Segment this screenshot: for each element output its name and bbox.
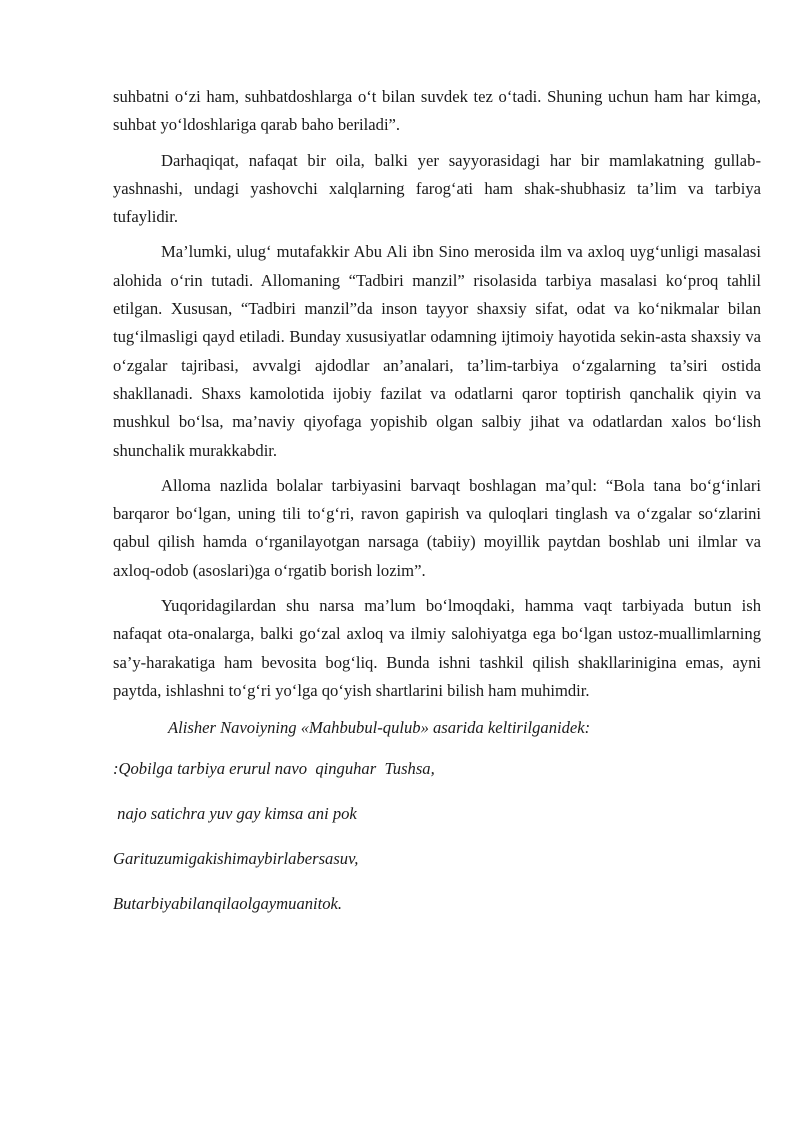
quote-intro: Alisher Navoiyning «Mahbubul-qulub» asarida keltirilganidek: — [168, 718, 591, 738]
verse-line-1: :Qobilga tarbiya erurul navo qinguhar Tushsa, — [113, 759, 435, 779]
paragraph-continuation: suhbatni o‘zi ham, suhbatdoshlarga o‘t bilan suvdek tez o‘tadi. Shuning uchun ham har kimga, suhbat yo‘ldoshlariga qarab baho beriladi”. — [113, 87, 761, 135]
verse-line-3: Garituzumigakishimaybirlabersasuv, — [113, 849, 359, 869]
verse-block — [113, 755, 761, 935]
document-page — [113, 83, 761, 935]
paragraph-ibn-sino: Ma’lumki, ulug‘ mutafakkir Abu Ali ibn Sino merosida ilm va axloq uyg‘unligi masalasi alohida o‘rin tutadi. Allomaning “Tadbiri manzil” risolasida tarbiya masalasi ko‘proq tahlil etilgan. Xususan, “Tadbiri manzil”da inson tayyor shaxsiy sifat, odat va ko‘nikmalar bilan tug‘ilmasligi qayd etiladi. Bunday xususiyatlar odamning ijtimoiy hayotida sekin-asta shaxsiy va o‘zgalar tajribasi, avvalgi ajdodlar an’analari, ta’lim-tarbiya o‘zgalarning ta’siri ostida shakllanadi. Shaxs kamolotida ijobiy fazilat va odatlarni qaror toptirish qanchalik qiyin va mushkul bo‘lsa, ma’naviy qiyofaga yopishib olgan salbiy jihat va odatlardan xalos bo‘lish shunchalik murakkabdir. — [113, 242, 761, 460]
paragraph-alloma: Alloma nazlida bolalar tarbiyasini barvaqt boshlagan ma’qul: “Bola tana bo‘g‘inlari barqaror bo‘lgan, uning tili to‘g‘ri, ravon gapirish va quloqlari tinglash va o‘zgalar so‘zlarini qabul qilish hamda o‘rganilayotgan narsaga (tabiiy) moyillik paytdan boshlab uni ilmlar va axloq-odob (asoslari)ga o‘rgatib borish lozim”. — [113, 475, 761, 580]
verse-line-4: Butarbiyabilanqilaolgaymuanitok. — [113, 894, 343, 914]
paragraph-darhaqiqat: Darhaqiqat, nafaqat bir oila, balki yer sayyorasidagi har bir mamlakatning gullab-yashnashi, undagi yashovchi xalqlarning farog‘ati ham shak-shubhasiz ta’lim va tarbiya tufaylidir. — [113, 150, 761, 227]
paragraph-yuqoridagilardan: Yuqoridagilardan shu narsa ma’lum bo‘lmoqdaki, hamma vaqt tarbiyada butun ish nafaqat ota-onalarga, balki go‘zal axloq va ilmiy salohiyatga ega bo‘lgan ustoz-muallimlarning sa’y-harakatiga ham bevosita bog‘liq. Bunda ishni tashkil qilish shakllarinigina emas, ayni paytda, ishlashni to‘g‘ri yo‘lga qo‘yish shartlarini bilish ham muhimdir. — [113, 596, 761, 700]
verse-line-2: najo satichra yuv gay kimsa ani pok — [113, 804, 357, 824]
